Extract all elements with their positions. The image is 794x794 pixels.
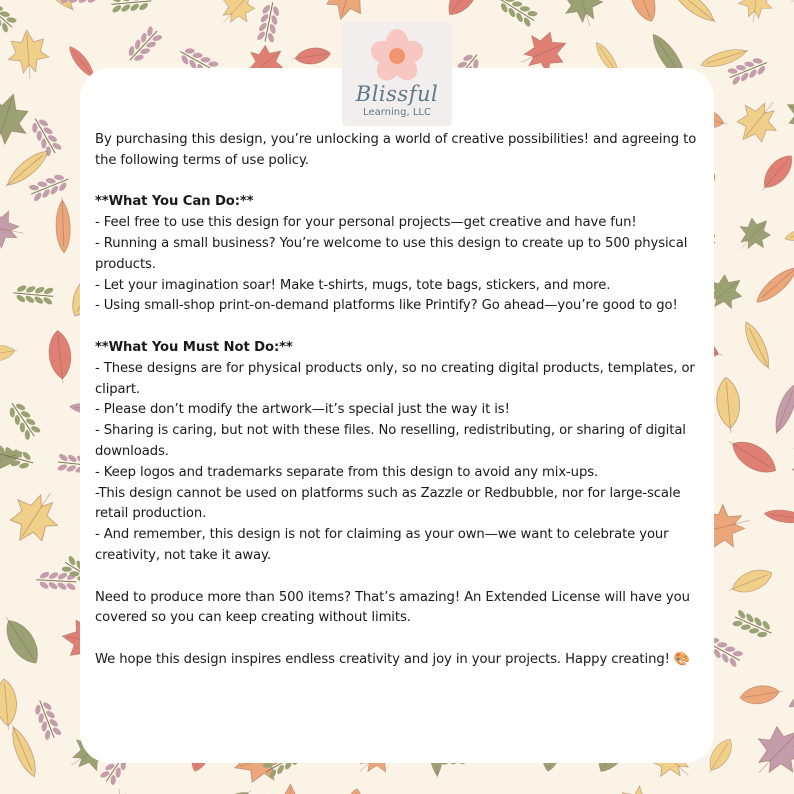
leaf-decoration: [55, 198, 71, 254]
leaf-decoration: [729, 210, 778, 259]
can-do-item: - Running a small business? You’re welcome to use this design to create up to 500 physical products.: [95, 235, 688, 272]
extended-license-paragraph: Need to produce more than 500 items? That’s amazing! An Extended License will have you covered so you can keep creating without limits.: [95, 589, 690, 626]
sprig-decoration: [730, 608, 775, 642]
leaf-decoration: [723, 432, 782, 480]
must-not-item: - These designs are for physical products only, so no creating digital products, templates, or clipart.: [95, 360, 695, 397]
sprig-decoration: [110, 0, 152, 14]
leaf-decoration: [551, 789, 610, 794]
leaf-decoration: [0, 611, 45, 669]
terms-content: [95, 130, 699, 671]
sprig-decoration: [495, 0, 540, 29]
leaf-decoration: [558, 0, 609, 32]
must-not-item: - Please don’t modify the artwork—it’s special just the way it is!: [95, 402, 510, 418]
sprig-decoration: [381, 0, 426, 3]
leaf-decoration: [752, 261, 794, 308]
sprig-decoration: [12, 283, 54, 306]
leaf-decoration: [770, 382, 794, 437]
sprig-decoration: [0, 0, 19, 35]
closing-paragraph: We hope this design inspires endless creativity and joy in your projects. Happy creating! 🎨: [95, 651, 691, 667]
intro-paragraph: By purchasing this design, you’re unlocking a world of creative possibilities! and agreeing to the following terms of use policy.: [95, 132, 697, 168]
logo-brand-text: Blissful: [355, 82, 439, 106]
leaf-decoration: [742, 715, 794, 789]
leaf-decoration: [267, 783, 313, 794]
can-do-heading: **What You Can Do:**: [95, 194, 254, 210]
leaf-decoration: [6, 722, 41, 779]
can-do-item: - Using small-shop print-on-demand platforms like Printify? Go ahead—you’re good to go!: [95, 298, 678, 314]
can-do-item: - Feel free to use this design for your personal projects—get creative and have fun!: [95, 215, 637, 231]
leaf-decoration: [0, 788, 19, 794]
sprig-decoration: [255, 1, 282, 45]
leaf-decoration: [671, 791, 725, 794]
brand-logo: [342, 22, 452, 126]
can-do-item: - Let your imagination soar! Make t-shirts, mugs, tote bags, stickers, and more.: [95, 277, 611, 293]
leaf-decoration: [211, 0, 263, 34]
must-not-item: - And remember, this design is not for claiming as your own—we want to celebrate your creativity, not take it away.: [95, 527, 669, 563]
leaf-decoration: [736, 0, 775, 25]
must-not-item: - Sharing is caring, but not with these files. No reselling, redistributing, or sharing of digital downloads.: [95, 423, 686, 459]
leaf-decoration: [622, 0, 661, 25]
leaf-decoration: [0, 678, 19, 731]
leaf-decoration: [0, 87, 36, 156]
logo-subtitle: Learning, LLC: [363, 107, 431, 118]
leaf-decoration: [612, 783, 666, 794]
leaf-decoration: [789, 0, 794, 24]
must-not-item: - Keep logos and trademarks separate from this design to avoid any mix-ups.: [95, 464, 599, 480]
leaf-decoration: [100, 787, 141, 794]
must-not-heading: **What You Must Not Do:**: [95, 339, 293, 355]
leaf-decoration: [209, 783, 257, 794]
leaf-decoration: [343, 787, 365, 794]
leaf-decoration: [6, 29, 50, 80]
sprig-decoration: [27, 170, 72, 203]
leaf-decoration: [715, 376, 742, 434]
leaf-decoration: [786, 679, 794, 711]
leaf-decoration: [778, 87, 794, 144]
leaf-decoration: [0, 343, 19, 363]
leaf-decoration: [720, 790, 773, 794]
sprig-decoration: [123, 24, 165, 67]
leaf-decoration: [763, 508, 794, 526]
sprig-decoration: [4, 398, 43, 443]
leaf-decoration: [0, 206, 27, 252]
leaf-decoration: [47, 329, 74, 384]
leaf-decoration: [788, 431, 794, 493]
leaf-decoration: [667, 0, 720, 28]
leaf-decoration: [739, 683, 784, 707]
leaf-decoration: [755, 150, 794, 196]
sprig-decoration: [31, 697, 64, 742]
leaf-decoration: [0, 480, 70, 553]
leaf-decoration: [291, 46, 332, 67]
leaf-decoration: [740, 319, 775, 372]
leaf-decoration: [442, 0, 488, 21]
leaf-decoration: [728, 90, 789, 153]
leaf-decoration: [783, 221, 794, 244]
leaf-decoration: [725, 564, 775, 599]
must-not-item: -This design cannot be used on platforms such as Zazzle or Redbubble, nor for large-scale retail production.: [95, 485, 681, 522]
